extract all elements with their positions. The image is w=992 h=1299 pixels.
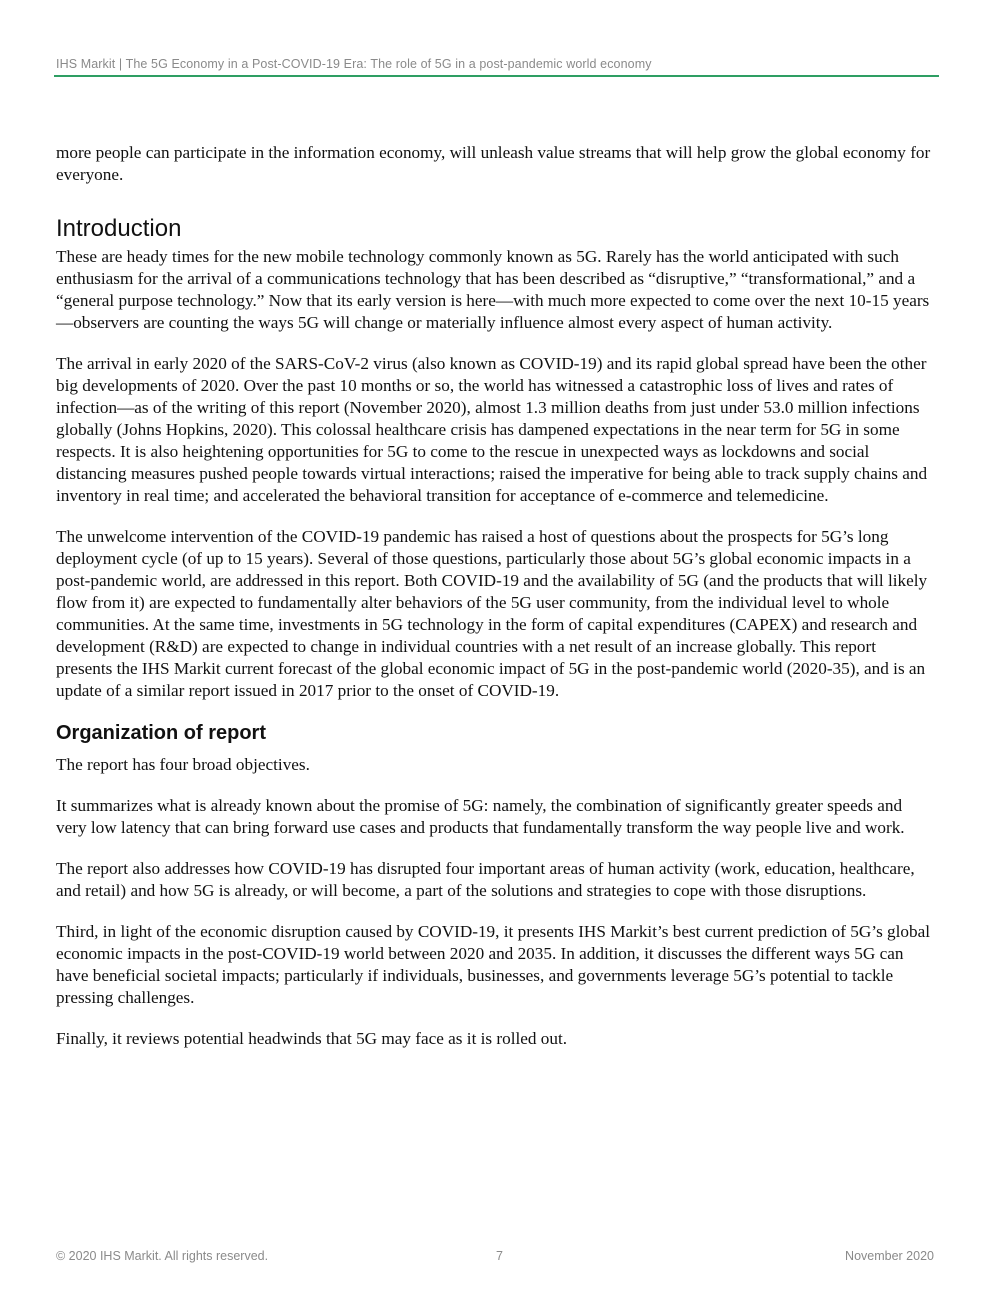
introduction-section	[56, 215, 936, 702]
page-footer	[56, 1249, 934, 1265]
organization-paragraph-5: Finally, it reviews potential headwinds that 5G may face as it is rolled out.	[56, 1029, 568, 1048]
copyright-notice: © 2020 IHS Markit. All rights reserved.	[56, 1249, 269, 1263]
introduction-paragraph-1: These are heady times for the new mobile technology commonly known as 5G. Rarely has the world anticipated with such enthusiasm for the arrival of a communications technology that has been described as “disruptive,” “transformational,” and a “general purpose technology.” Now that its early version is here—with much more expected to come over the next 10-15 years—observers are counting the ways 5G will change or materially influence almost every aspect of human activity.	[56, 247, 930, 332]
organization-paragraph-4: Third, in light of the economic disruption caused by COVID-19, it presents IHS Markit’s best current prediction of 5G’s global economic impacts in the post-COVID-19 world between 2020 and 2035. In addition, it discusses the different ways 5G can have beneficial societal impacts; particularly if individuals, businesses, and governments leverage 5G’s potential to tackle pressing challenges.	[56, 922, 931, 1007]
organization-paragraph-1: The report has four broad objectives.	[56, 755, 310, 774]
organization-section	[56, 721, 936, 1050]
page-number: 7	[496, 1249, 503, 1263]
introduction-paragraph-2: The arrival in early 2020 of the SARS-CoV-2 virus (also known as COVID-19) and its rapid global spread have been the other big developments of 2020. Over the past 10 months or so, the world has witnessed a catastrophic loss of lives and rates of infection—as of the writing of this report (November 2020), almost 1.3 million deaths from just under 53.0 million infections globally (Johns Hopkins, 2020). This colossal healthcare crisis has dampened expectations in the near term for 5G in some respects. It is also heightening opportunities for 5G to come to the rescue in unexpected ways as lockdowns and social distancing measures pushed people towards virtual interactions; raised the imperative for being able to track supply chains and inventory in real time; and accelerated the behavioral transition for acceptance of e-commerce and telemedicine.	[56, 354, 928, 505]
introduction-paragraph-3: The unwelcome intervention of the COVID-19 pandemic has raised a host of questions about the prospects for 5G’s long deployment cycle (of up to 15 years). Several of those questions, particularly those about 5G’s global economic impacts in a post-pandemic world, are addressed in this report. Both COVID-19 and the availability of 5G (and the products that will likely flow from it) are expected to fundamentally alter behaviors of the 5G user community, from the individual level to whole communities. At the same time, investments in 5G technology in the form of capital expenditures (CAPEX) and research and development (R&D) are expected to change in individual countries with a net result of an increase globally. This report presents the IHS Markit current forecast of the global economic impact of 5G in the post-pandemic world (2020-35), and is an update of a similar report issued in 2017 prior to the onset of COVID-19.	[56, 527, 928, 700]
organization-paragraph-2: It summarizes what is already known about the promise of 5G: namely, the combination of significantly greater speeds and very low latency that can bring forward use cases and products that fundamentally transform the way people live and work.	[56, 796, 905, 837]
page-body	[56, 142, 936, 1069]
introduction-heading: Introduction	[56, 215, 182, 242]
organization-heading: Organization of report	[56, 722, 266, 744]
organization-paragraph-3: The report also addresses how COVID-19 has disrupted four important areas of human activity (work, education, healthcare, and retail) and how 5G is already, or will become, a part of the solutions and strategies to cope with those disruptions.	[56, 859, 915, 900]
header-divider	[54, 75, 939, 77]
continued-paragraph: more people can participate in the information economy, will unleash value streams that will help grow the global economy for everyone.	[56, 143, 931, 184]
running-header: IHS Markit | The 5G Economy in a Post-COVID-19 Era: The role of 5G in a post-pandemic world economy	[56, 57, 652, 71]
publication-date: November 2020	[845, 1249, 934, 1263]
